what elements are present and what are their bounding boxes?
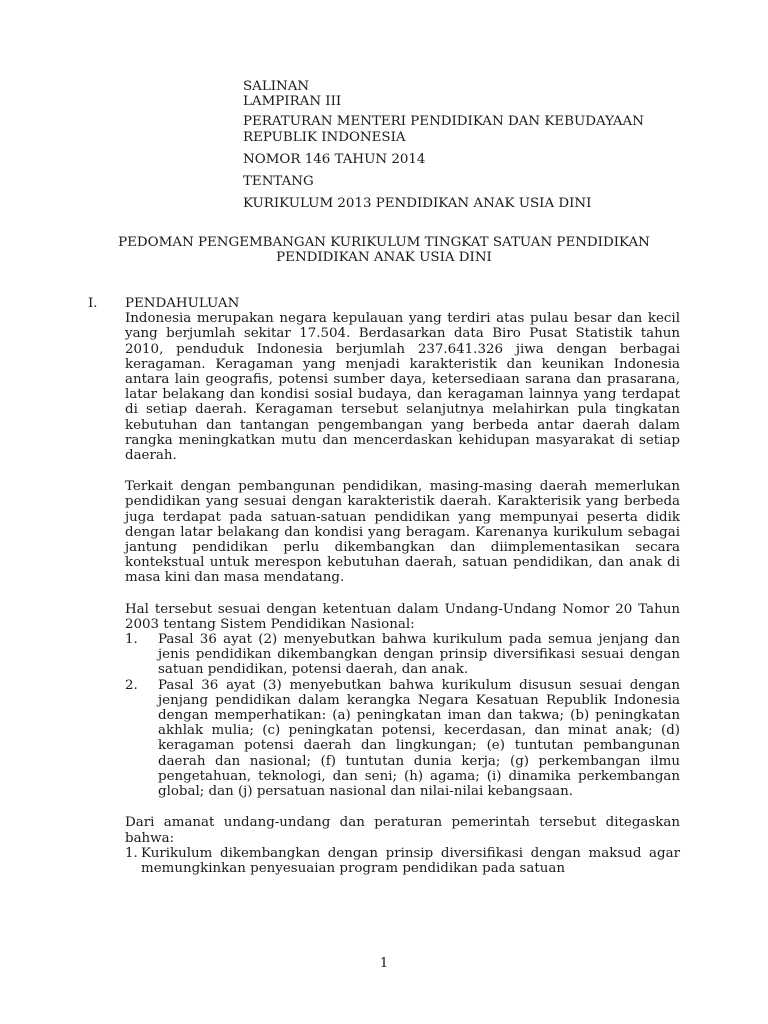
- header-nomor: NOMOR 146 TAHUN 2014: [243, 151, 426, 167]
- section-pendahuluan: [88, 296, 680, 876]
- paragraph-1: Indonesia merupakan negara kepulauan yang terdiri atas pulau besar dan kecil yang berjumlah sekitar 17.504. Berdasarkan data Biro Pusat Statistik tahun 2010, penduduk Indonesia berjumlah 237.641.326 jiwa dengan berbagai keragaman. Keragaman yang menjadi karakteristik dan keunikan Indonesia antara lain geografis, potensi sumber daya, ketersediaan sarana dan prasarana, latar belakang dan kondisi sosial budaya, dan keragaman lainnya yang terdapat di setiap daerah. Keragaman tersebut selanjutnya melahirkan pula tingkatan kebutuhan dan tantangan pengembangan yang berbeda antar daerah dalam rangka meningkatkan mutu dan mencerdaskan kehidupan masyarakat di setiap daerah.: [125, 311, 680, 464]
- section-heading: PENDAHULUAN: [125, 296, 240, 311]
- list-item-text: Kurikulum dikembangkan dengan prinsip diversifikasi dengan maksud agar memungkinkan penyesuaian program pendidikan pada satuan: [141, 845, 680, 876]
- list-item-number: 1.: [125, 632, 138, 648]
- header-republik: REPUBLIK INDONESIA: [243, 129, 406, 145]
- title-line-2: PENDIDIKAN ANAK USIA DINI: [276, 250, 492, 266]
- page-number: 1: [379, 956, 389, 971]
- pasal-list: [125, 632, 680, 799]
- paragraph-4: Dari amanat undang-undang dan peraturan pemerintah tersebut ditegaskan bahwa:: [125, 815, 680, 846]
- title-line-1: PEDOMAN PENGEMBANGAN KURIKULUM TINGKAT SATUAN PENDIDIKAN: [118, 235, 650, 250]
- document-header: [243, 79, 723, 211]
- header-kurikulum: KURIKULUM 2013 PENDIDIKAN ANAK USIA DINI: [243, 196, 592, 212]
- list-item-text: Pasal 36 ayat (2) menyebutkan bahwa kurikulum pada semua jenjang dan jenis pendidikan dikembangkan dengan prinsip diversifikasi sesuai dengan satuan pendidikan, potensi daerah, dan anak.: [158, 632, 680, 678]
- list-item: [125, 846, 680, 876]
- section-number: I.: [88, 296, 98, 311]
- header-peraturan: PERATURAN MENTERI PENDIDIKAN DAN KEBUDAYAAN: [243, 114, 644, 130]
- paragraph-2: Terkait dengan pembangunan pendidikan, masing-masing daerah memerlukan pendidikan yang sesuai dengan karakteristik daerah. Karakterisik yang berbeda juga terdapat pada satuan-satuan pendidikan yang mempunyai peserta didik dengan latar belakang dan kondisi yang beragam. Karenanya kurikulum sebagai jantung pendidikan perlu dikembangkan dan diimplementasikan secara kontekstual untuk merespon kebutuhan daerah, satuan pendidikan, dan anak di masa kini dan masa mendatang.: [125, 479, 680, 586]
- section-body: [125, 296, 680, 876]
- paragraph-3: Hal tersebut sesuai dengan ketentuan dalam Undang-Undang Nomor 20 Tahun 2003 tentang Sistem Pendidikan Nasional:: [125, 601, 680, 632]
- list-item-number: 1.: [125, 845, 138, 861]
- header-lampiran: LAMPIRAN III: [243, 94, 342, 110]
- list-item: [125, 678, 680, 800]
- header-salinan: SALINAN: [243, 79, 310, 94]
- header-tentang: TENTANG: [243, 174, 314, 190]
- prinsip-list: [125, 846, 680, 876]
- list-item: [125, 632, 680, 678]
- list-item-number: 2.: [125, 677, 138, 693]
- list-item-text: Pasal 36 ayat (3) menyebutkan bahwa kurikulum disusun sesuai dengan jenjang pendidikan dalam kerangka Negara Kesatuan Republik Indonesia dengan memperhatikan: (a) peningkatan iman dan takwa; (b) peningkatan akhlak mulia; (c) peningkatan potensi, kecerdasan, dan minat anak; (d) keragaman potensi daerah dan lingkungan; (e) tuntutan pembangunan daerah dan nasional; (f) tuntutan dunia kerja; (g) perkembangan ilmu pengetahuan, teknologi, dan seni; (h) agama; (i) dinamika perkembangan global; dan (j) persatuan nasional dan nilai-nilai kebangsaan.: [158, 677, 680, 800]
- document-title: [60, 235, 708, 265]
